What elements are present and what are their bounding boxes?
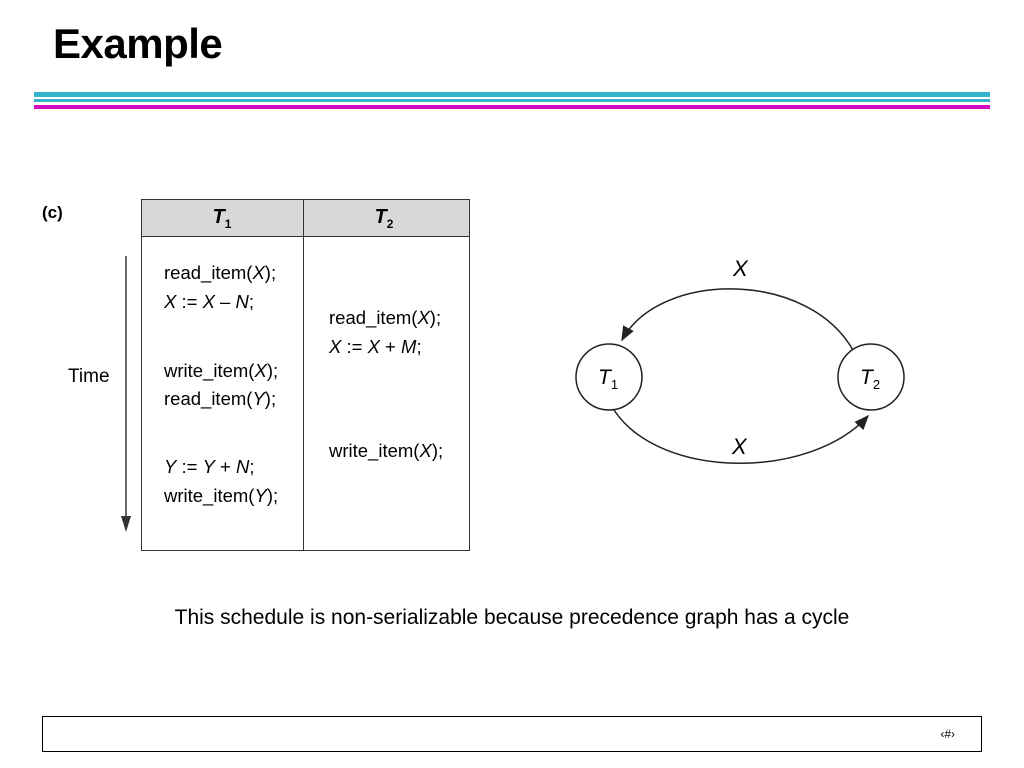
column-header-t1: $T_1$	[212, 206, 232, 231]
schedule-table	[141, 199, 470, 551]
operation-line: read_item(X);	[329, 307, 442, 328]
edge-label-bottom: X	[732, 434, 747, 459]
time-axis-label: Time	[68, 366, 110, 387]
edge-t2-to-t1	[622, 289, 854, 352]
time-arrow-icon	[117, 256, 137, 536]
footer-bar	[42, 716, 982, 752]
operation-line: write_item(Y);	[164, 485, 279, 506]
operation-line: read_item(Y);	[164, 388, 277, 409]
node-t1-label: $T_1$	[598, 366, 619, 392]
title-rule-cyan-bottom	[34, 99, 990, 102]
node-t2-label: $T_2$	[860, 366, 881, 392]
operation-line: Y := Y + N;	[164, 456, 255, 477]
slide-caption: This schedule is non-serializable because precedence graph has a cycle	[174, 606, 850, 629]
operation-line: write_item(X);	[164, 360, 279, 381]
page-number: ‹#›	[940, 727, 955, 741]
operation-line: X := X + M;	[329, 336, 422, 357]
slide-title: Example	[53, 20, 223, 67]
column-divider	[303, 200, 304, 550]
operation-line: X := X – N;	[164, 291, 255, 312]
operation-line: write_item(X);	[329, 440, 444, 461]
operation-line: read_item(X);	[164, 262, 277, 283]
title-rule-cyan-top	[34, 92, 990, 97]
precedence-graph	[560, 240, 920, 480]
figure-label: (c)	[42, 203, 63, 222]
edge-label-top: X	[733, 256, 748, 281]
title-rule-magenta	[34, 105, 990, 109]
column-header-t2: $T_2$	[374, 206, 394, 231]
